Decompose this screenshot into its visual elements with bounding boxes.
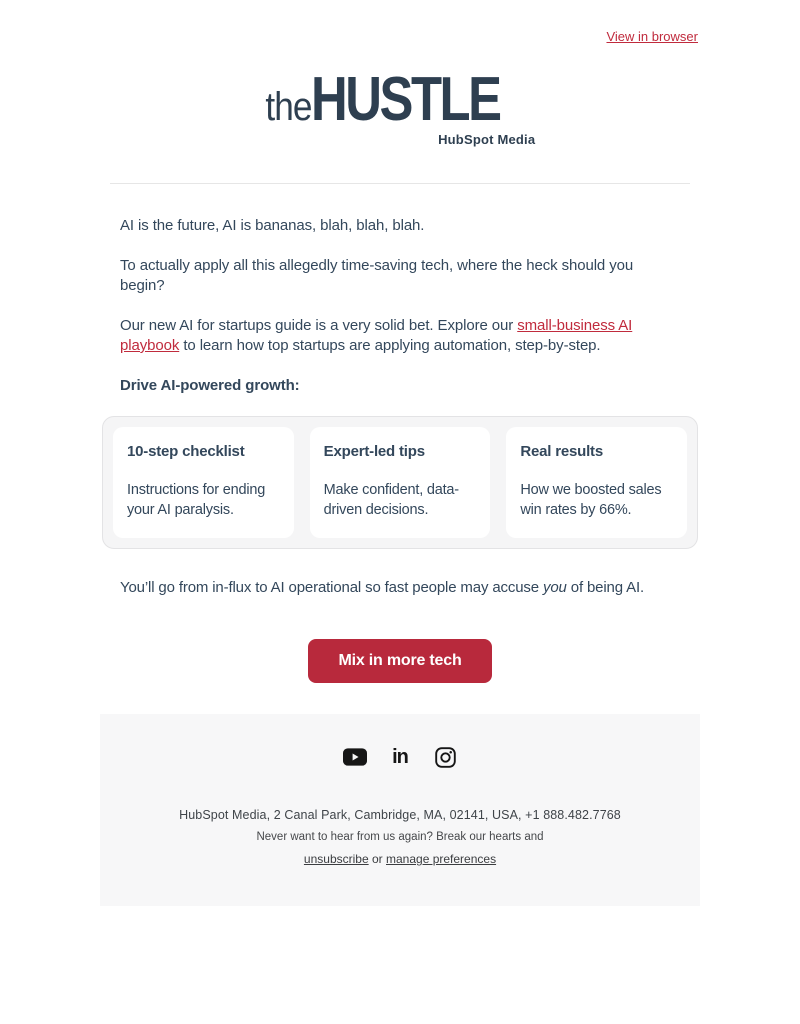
- closing-line: [100, 549, 700, 596]
- paragraph-question: To actually apply all this allegedly time-saving tech, where the heck should you begin?: [120, 257, 634, 294]
- footer-message: Never want to hear from us again? Break our hearts and: [256, 831, 544, 843]
- social-links: [120, 746, 680, 768]
- growth-heading: Drive AI-powered growth:: [120, 377, 300, 394]
- logo-hustle-text: HUSTLE: [311, 65, 500, 134]
- manage-preferences-link[interactable]: manage preferences: [386, 852, 497, 866]
- footer: [100, 714, 700, 906]
- cta-row: [100, 639, 700, 683]
- main-copy: [100, 184, 700, 396]
- logo-wrap: [100, 65, 700, 149]
- footer-or-text: or: [371, 852, 383, 866]
- footer-text: [120, 808, 680, 866]
- card-text: Make confident, data-driven decisions.: [323, 482, 459, 518]
- card-checklist: [113, 427, 294, 538]
- guide-text-before: Our new AI for startups guide is a very solid bet. Explore our: [120, 317, 518, 334]
- closing-text-before: You’ll go from in-flux to AI operational so fast people may accuse: [120, 579, 543, 596]
- unsubscribe-link[interactable]: unsubscribe: [303, 852, 369, 866]
- email-body: [100, 0, 700, 906]
- card-text: Instructions for ending your AI paralysis.: [127, 482, 266, 518]
- card-title: 10-step checklist: [127, 443, 245, 460]
- mix-in-more-tech-button[interactable]: Mix in more tech: [308, 639, 491, 683]
- linkedin-icon[interactable]: in: [392, 746, 408, 768]
- card-title: Expert-led tips: [323, 443, 425, 460]
- closing-text-after: of being AI.: [566, 579, 645, 596]
- logo-wordmark: [259, 65, 542, 134]
- closing-italic-you: you: [542, 579, 567, 596]
- hubspot-media-wordmark: HubSpot Media: [438, 132, 536, 147]
- card-expert-tips: [310, 427, 491, 538]
- footer-links-line: [120, 852, 680, 866]
- the-hustle-logo: [259, 65, 542, 147]
- paragraph-intro: AI is the future, AI is bananas, blah, blah, blah.: [120, 217, 425, 234]
- view-in-browser-link[interactable]: View in browser: [606, 29, 698, 44]
- instagram-icon[interactable]: [433, 746, 457, 768]
- card-text: How we boosted sales win rates by 66%.: [520, 482, 662, 518]
- paragraph-guide: [120, 316, 680, 356]
- logo-the-text: the: [265, 85, 312, 129]
- small-business-playbook-link[interactable]: small-business AI playbook: [120, 317, 633, 354]
- guide-text-after: to learn how top startups are applying automation, step-by-step.: [179, 337, 601, 354]
- company-address: HubSpot Media, 2 Canal Park, Cambridge, MA, 02141, USA, +1 888.482.7768: [179, 808, 621, 822]
- feature-cards: [102, 416, 698, 549]
- preheader: [100, 28, 700, 46]
- card-real-results: [506, 427, 687, 538]
- youtube-icon[interactable]: [343, 746, 367, 768]
- card-title: Real results: [520, 443, 603, 460]
